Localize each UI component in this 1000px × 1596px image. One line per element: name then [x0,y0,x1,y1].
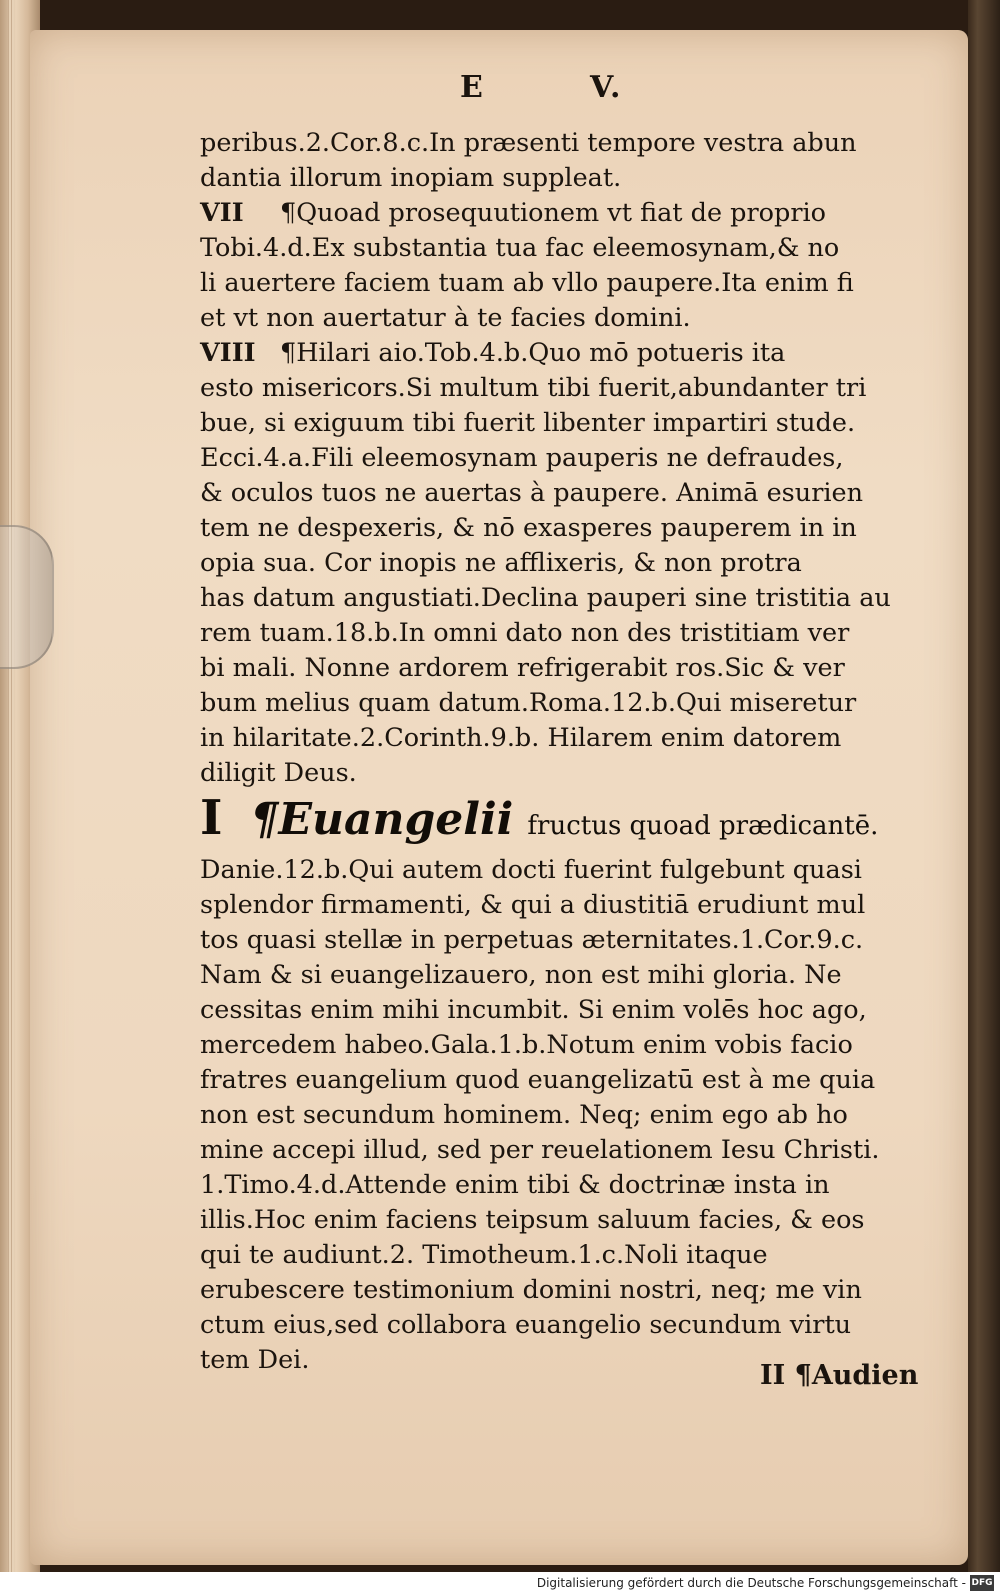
text-line: li auertere faciem tuam ab vllo paupere.Ita enim fi [200,268,854,298]
section-line-viii: VIII ¶Hilari aio.Tob.4.b.Quo mō potueris ita [200,338,786,368]
text-line: peribus.2.Cor.8.c.In præsenti tempore vestra abun [200,128,857,158]
section-line-vii: VII ¶Quoad prosequutionem vt fiat de proprio [200,198,827,228]
text-line: qui te audiunt.2. Timotheum.1.c.Noli itaque [200,1240,768,1270]
text-line: non est secundum hominem. Neq; enim ego ab ho [200,1100,848,1130]
text-line: has datum angustiati.Declina pauperi sine tristitia au [200,583,891,613]
text-line: bue, si exiguum tibi fuerit libenter impartiri stude. [200,408,856,438]
heading-rest: fructus quoad prædicantē. [527,811,879,841]
text-line: opia sua. Cor inopis ne afflixeris, & non protra [200,548,802,578]
section-heading [200,790,878,846]
page-edges [8,0,14,1572]
text-line: dantia illorum inopiam suppleat. [200,163,622,193]
text-line: in hilaritate.2.Corinth.9.b. Hilarem enim datorem [200,723,842,753]
text-line: illis.Hoc enim faciens teipsum saluum facies, & eos [200,1205,865,1235]
text-line: diligit Deus. [200,758,357,788]
page-clip-weight [0,525,54,669]
text-line: cessitas enim mihi incumbit. Si enim volēs hoc ago, [200,995,867,1025]
catchword: II ¶Audien [760,1360,919,1391]
text-line: tos quasi stellæ in perpetuas æternitates.1.Cor.9.c. [200,925,864,955]
leaf-number: V. [590,70,623,105]
dfg-logo: DFG [970,1575,994,1591]
text-line: rem tuam.18.b.In omni dato non des tristitiam ver [200,618,850,648]
text-line: et vt non auertatur à te facies domini. [200,303,691,333]
text-line: tem Dei. [200,1345,310,1375]
text-line: esto misericors.Si multum tibi fuerit,abundanter tri [200,373,867,403]
text-line: fratres euangelium quod euangelizatū est à me quia [200,1065,876,1095]
text-line: 1.Timo.4.d.Attende enim tibi & doctrinæ insta in [200,1170,830,1200]
text-line: ctum eius,sed collabora euangelio secundum virtu [200,1310,852,1340]
text-line: bum melius quam datum.Roma.12.b.Qui miseretur [200,688,857,718]
book-cover-right [968,0,1000,1572]
text-line: mercedem habeo.Gala.1.b.Notum enim vobis facio [200,1030,853,1060]
text-line: erubescere testimonium domini nostri, neq; me vin [200,1275,862,1305]
text-line: Danie.12.b.Qui autem docti fuerint fulgebunt quasi [200,855,862,885]
text-line: Nam & si euangelizauero, non est mihi gloria. Ne [200,960,842,990]
digitization-footer [0,1572,1000,1596]
text-line: bi mali. Nonne ardorem refrigerabit ros.Sic & ver [200,653,845,683]
text-line: mine accepi illud, sed per reuelationem Iesu Christi. [200,1135,880,1165]
text-line: Tobi.4.d.Ex substantia tua fac eleemosynam,& no [200,233,840,263]
heading-number: I [200,790,223,846]
heading-word: ¶Euangelii [250,794,514,845]
text-line: & oculos tuos ne auertas à paupere. Animā esurien [200,478,864,508]
text-line: Ecci.4.a.Fili eleemosynam pauperis ne defraudes, [200,443,844,473]
footer-credit: Digitalisierung gefördert durch die Deutsche Forschungsgemeinschaft - [536,1576,966,1590]
text-line: splendor firmamenti, & qui a diustitiā erudiunt mul [200,890,866,920]
signature-mark: E [460,70,485,105]
text-line: tem ne despexeris, & nō exasperes pauperem in in [200,513,857,543]
